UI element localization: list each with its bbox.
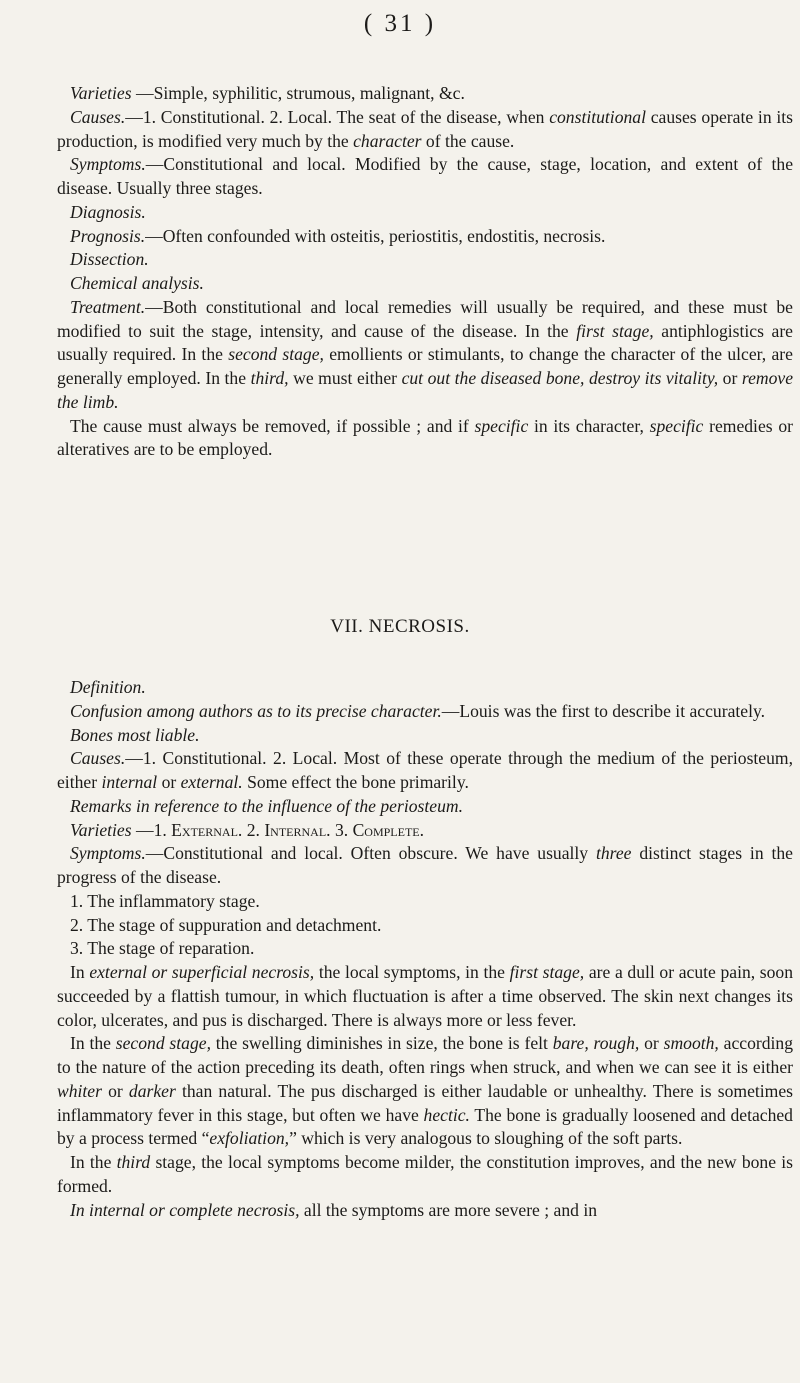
text-run: first stage,: [509, 962, 585, 982]
text-run: than natural. The pus discharged is either laudable or unhealthy. There is sometimes inflammatory fever in this stage, but often we have: [57, 1080, 793, 1125]
text-run: —1. Constitutional. 2. Local. Most of these operate through the medium of the periosteum, either: [57, 748, 793, 792]
text-run: first stage,: [576, 320, 654, 341]
text-run: —Louis was the first to describe it accurately.: [441, 700, 766, 721]
text-run: are a dull or acute pain, soon succeeded by a flattish tumour, in which fluctuation is after a time observed. The skin next changes its color, ulcerates, and pus is discharged. There is always more or less fever.: [57, 962, 794, 1030]
paragraph-causes: [57, 106, 793, 154]
text-run: The bone is gradually loosened and detached by a process termed “: [57, 1104, 793, 1149]
page-number: ( 31 ): [363, 10, 437, 37]
text-run: character: [353, 130, 422, 151]
list-item-stage-3: [57, 937, 793, 961]
text-run: Internal.: [264, 819, 331, 840]
text-run: ” which is very analogous to sloughing of the soft parts.: [289, 1128, 683, 1149]
paragraph-causes: [57, 747, 793, 795]
text-run: —Both constitutional and local remedies will usually be required, and these must be modified to suit the stage, intensity, and cause of the disease. In the: [57, 296, 793, 341]
text-run: —Constitutional and local. Modified by the cause, stage, location, and extent of the disease. Usually three stages.: [57, 154, 793, 198]
text-run: Remarks in reference to the influence of the periosteum.: [70, 795, 463, 816]
text-run: —Simple, syphilitic, strumous, malignant, &c.: [131, 83, 465, 103]
text-run: or: [157, 772, 181, 792]
text-run: —1.: [131, 819, 172, 840]
text-run: Varieties: [70, 819, 132, 840]
text-run: Some effect the bone primarily.: [242, 772, 469, 792]
text-run: Chemical analysis.: [70, 273, 204, 293]
paragraph-third-stage: [57, 1151, 793, 1199]
text-run: 2. The stage of suppuration and detachment.: [70, 914, 382, 935]
paragraph-second-stage: [57, 1032, 793, 1151]
text-run: exfoliation,: [209, 1128, 290, 1149]
text-run: stage, the local symptoms become milder, the constitution improves, and the new bone is formed.: [57, 1152, 793, 1196]
text-run: in its character,: [528, 415, 650, 436]
text-run: specific: [649, 415, 704, 436]
text-run: In the: [70, 1033, 116, 1054]
text-run: Prognosis.: [70, 225, 146, 246]
text-run: hectic.: [423, 1104, 470, 1125]
text-run: 3. The stage of reparation.: [70, 938, 255, 959]
paragraph-definition: [57, 676, 793, 700]
paragraph-remarks: [57, 795, 793, 819]
text-run: 1. The inflammatory stage.: [70, 890, 260, 911]
text-run: Bones most liable.: [70, 724, 200, 745]
text-run: causes operate in its production, is modified very much by the: [57, 106, 793, 151]
text-run: the local symptoms, in the: [314, 962, 510, 982]
paragraph-treatment: [57, 296, 793, 415]
text-run: Complete.: [352, 819, 425, 840]
paragraph-chemical-analysis: [57, 272, 793, 296]
section-heading: VII. NECROSIS.: [330, 616, 470, 637]
text-run: we must either: [288, 368, 402, 388]
text-run: External.: [171, 819, 243, 840]
text-run: remove the limb.: [57, 368, 794, 412]
paragraph-bones-liable: [57, 724, 793, 748]
text-run: —Constitutional and local. Often obscure. We have usually: [145, 843, 596, 864]
text-run: the swelling diminishes in size, the bone is felt: [210, 1033, 553, 1054]
text-run: —Often confounded with osteitis, periostitis, endostitis, necrosis.: [145, 225, 606, 246]
paragraph-cause-removal: [57, 415, 793, 463]
text-run: three: [595, 843, 632, 864]
text-run: distinct stages in the progress of the disease.: [57, 843, 793, 887]
text-run: constitutional: [549, 106, 646, 127]
text-run: whiter: [57, 1080, 102, 1101]
text-run: cut out the diseased bone, destroy its vitality,: [401, 368, 719, 388]
paragraph-prognosis: [57, 225, 793, 249]
text-run: second stage,: [115, 1033, 211, 1054]
text-run: The cause must always be removed, if possible ; and if: [70, 415, 475, 436]
text-run: Symptoms.: [70, 154, 146, 175]
text-run: darker: [128, 1080, 176, 1101]
text-run: specific: [474, 415, 529, 436]
paragraph-varieties: [57, 819, 793, 843]
text-run: 3.: [330, 819, 353, 840]
list-item-stage-2: [57, 914, 793, 938]
paragraph-diagnosis: [57, 201, 793, 225]
paragraph-dissection: [57, 248, 793, 272]
text-run: or: [101, 1080, 129, 1101]
text-run: external.: [180, 772, 243, 792]
text-run: all the symptoms are more severe ; and in: [299, 1199, 598, 1220]
paragraph-symptoms: [57, 842, 793, 890]
text-run: 2.: [242, 819, 265, 840]
text-run: remedies or alteratives are to be employed.: [57, 415, 793, 460]
text-run: Definition.: [70, 677, 146, 697]
text-run: Dissection.: [70, 249, 149, 270]
text-run: Symptoms.: [70, 843, 146, 864]
text-run: —1. Constitutional. 2. Local. The seat of the disease, when: [125, 106, 550, 127]
paragraph-confusion: [57, 700, 793, 724]
paragraph-external-necrosis: [57, 961, 793, 1032]
list-item-stage-1: [57, 890, 793, 914]
paragraph-internal-necrosis: [57, 1199, 793, 1223]
text-run: In: [70, 962, 90, 982]
section-necrosis: [57, 676, 793, 1222]
text-run: Causes.: [70, 106, 126, 127]
text-run: third: [116, 1152, 151, 1172]
text-run: external or superficial necrosis,: [89, 962, 315, 982]
paragraph-symptoms: [57, 153, 793, 201]
text-run: Varieties: [70, 83, 132, 103]
text-run: Treatment.: [70, 296, 146, 317]
text-run: Confusion among authors as to its precise character.: [70, 700, 442, 721]
text-run: or: [639, 1033, 664, 1054]
section-osteitis-ulcer: [57, 82, 793, 462]
text-run: internal: [101, 772, 158, 792]
text-run: or: [718, 368, 742, 388]
text-run: Diagnosis.: [70, 201, 146, 222]
text-run: bare, rough,: [552, 1033, 640, 1054]
text-run: emollients or stimulants, to change the character of the ulcer, are generally employed. In the: [57, 344, 793, 388]
text-run: third,: [250, 368, 289, 388]
text-run: of the cause.: [421, 130, 515, 151]
text-run: second stage,: [228, 344, 324, 365]
text-run: In the: [70, 1152, 117, 1172]
text-run: according to the nature of the action preceding its death, often rings when struck, and when we can see it is either: [57, 1033, 793, 1077]
text-run: Causes.: [70, 748, 126, 769]
text-run: antiphlogistics are usually required. In the: [57, 320, 793, 365]
text-run: smooth,: [663, 1033, 719, 1054]
text-run: In internal or complete necrosis,: [70, 1199, 300, 1220]
paragraph-varieties: [57, 82, 793, 106]
